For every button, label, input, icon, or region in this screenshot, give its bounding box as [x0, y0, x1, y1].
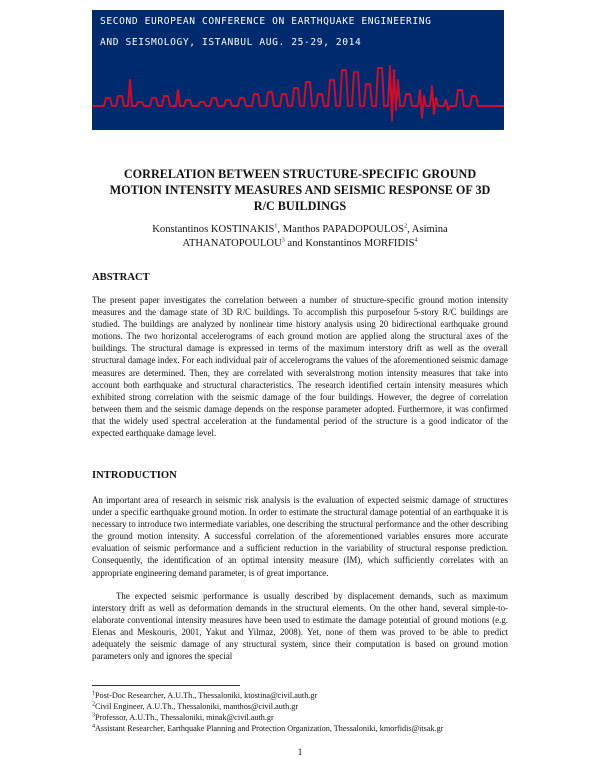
- author-separator: , Asimina: [407, 224, 448, 235]
- author-line-2: [60, 237, 540, 251]
- footnote-number: 2: [92, 701, 95, 708]
- conference-banner: [92, 10, 504, 130]
- footnote-text: Civil Engineer, A.U.Th., Thessaloniki, manthos@civil.auth.gr: [95, 702, 299, 711]
- abstract-text: The present paper investigates the correlation between a number of structure-specific ground motion intensity measures and the damage state of 3D R/C buildings. To accomplish this purposefour 5-story R/C buildings are studied. The buildings are analyzed by nonlinear time history analysis using 20 bidirectional earthquake ground motions. The two horizontal accelerograms of each ground motion are applied along the structural axes of the buildings. The structural damage is expressed in terms of the maximum interstory drift as well as the overall structural damage index. For each individual pair of accelerograms the values of the aforementioned seismic damage measures are determined. Then, they are correlated with severalstrong motion intensity measures that take into account both earthquake and structural characteristics. The research identified certain intensity measures which exhibited strong correlation with the seismic damage of the four buildings. However, the degree of correlation between them and the seismic damage depends on the response parameter adopted. Furthermore, it was confirmed that the widely used spectral acceleration at the fundamental period of the structure is a good indicator of the expected earthquake damage level.: [92, 295, 508, 439]
- abstract-heading: ABSTRACT: [92, 272, 150, 283]
- seismogram-graphic: [92, 10, 504, 130]
- author-affiliation-mark: 3: [281, 237, 285, 244]
- author-affiliation-mark: 2: [404, 223, 408, 230]
- footnote-text: Professor, A.U.Th., Thessaloniki, minak@civil.auth.gr: [95, 713, 274, 722]
- author-separator: and: [284, 238, 306, 249]
- introduction-heading: INTRODUCTION: [92, 470, 177, 481]
- author-name: ATHANATOPOULOU: [182, 238, 282, 249]
- introduction-paragraph-2: The expected seismic performance is usually described by displacement demands, such as maximum interstory drift as well as deformation demands in the structural elements. On the other hand, several simple-to-elaborate conventional intensity measures have been used to estimate the damage potential of ground motions (e.g. Elenas and Meskouris, 2001, Yakut and Yilmaz, 2008). Yet, none of them was proved to be able to predict adequately the seismic damage of any structural system, since their computation is based on ground motion parameters only and ignores the special: [92, 591, 508, 662]
- title-line-1: CORRELATION BETWEEN STRUCTURE-SPECIFIC GROUND: [123, 167, 477, 181]
- page-number: 1: [297, 748, 303, 758]
- footnotes: [92, 690, 512, 734]
- author-name: Manthos PAPADOPOULOS: [282, 224, 405, 235]
- author-list: [60, 223, 540, 251]
- footnote: [92, 701, 512, 712]
- author-affiliation-mark: 1: [274, 223, 278, 230]
- banner-title-line-1: SECOND EUROPEAN CONFERENCE ON EARTHQUAKE ENGINEERING: [100, 16, 432, 27]
- author-line-1: [60, 223, 540, 237]
- banner-title-line-2: AND SEISMOLOGY, ISTANBUL AUG. 25-29, 2014: [100, 37, 362, 48]
- author-separator: ,: [277, 224, 283, 235]
- author-affiliation-mark: 4: [414, 237, 418, 244]
- footnote: [92, 723, 512, 734]
- footnote-text: Assistant Researcher, Earthquake Planning and Protection Organization, Thessaloniki, kmorfidis@itsak.gr: [95, 724, 444, 733]
- paper-title: [60, 166, 540, 214]
- footnote-number: 3: [92, 712, 95, 719]
- footnote: [92, 712, 512, 723]
- footnote-divider: [92, 685, 240, 686]
- title-line-2: MOTION INTENSITY MEASURES AND SEISMIC RESPONSE OF 3D: [109, 183, 491, 197]
- introduction-paragraph-1: An important area of research in seismic risk analysis is the evaluation of expected seismic damage of structures under a specific earthquake ground motion. In order to estimate the structural damage potential of an earthquake it is necessary to introduce two intermediate variables, one describing the structural performance and the other describing the ground motion intensity. A successful correlation of the aforementioned variables ensures more accurate evaluation of seismic performance and a sufficient reduction in the variability of structural response prediction. Consequently, the identification of an optimal intensity measure (IM), which sufficiently correlates with an appropriate engineering demand parameter, is of great importance.: [92, 495, 508, 578]
- author-name: Konstantinos KOSTINAKIS: [152, 224, 275, 235]
- footnote: [92, 690, 512, 701]
- author-name: Konstantinos MORFIDIS: [305, 238, 415, 249]
- title-line-3: R/C BUILDINGS: [253, 199, 347, 213]
- footnote-text: Post-Doc Researcher, A.U.Th., Thessaloniki, ktostina@civil.auth.gr: [95, 691, 318, 700]
- footnote-number: 1: [92, 690, 95, 697]
- footnote-number: 4: [92, 723, 95, 730]
